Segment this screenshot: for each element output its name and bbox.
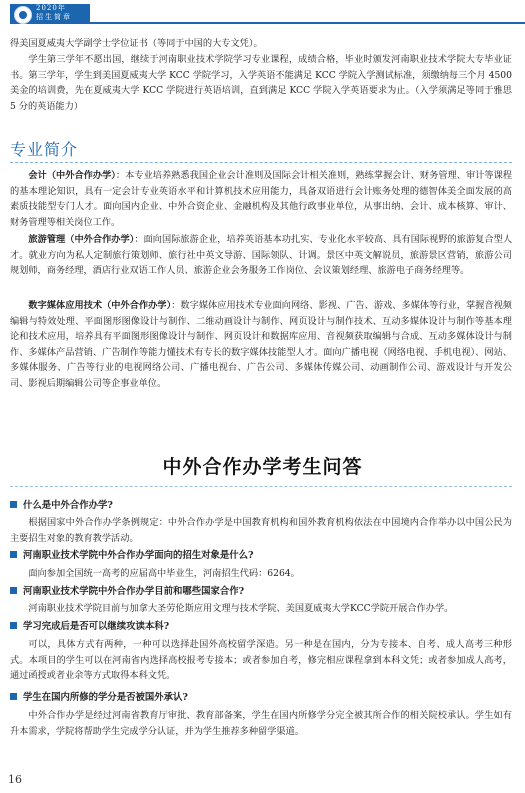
- school-logo-icon: [14, 6, 32, 24]
- question-2: 河南职业技术学院中外合作办学面向的招生对象是什么?: [10, 549, 512, 563]
- section-title-majors: 专业简介: [10, 140, 79, 159]
- answer-1: 根据国家中外合作办学条例规定：中外合作办学是中国教育机构和国外教育机构依法在中国境内合作举办以中国公民为主要招生对象的教育教学活动。: [10, 517, 512, 544]
- major-tourism: [10, 232, 512, 279]
- question-5: 学生在国内所修的学分是否被国外承认?: [10, 691, 512, 705]
- major-description: ：数字媒体应用技术专业面向网络、影视、广告、游戏、多媒体等行业，掌握音视频编辑与特效处理、平面图形图像设计与制作、二维动画设计与制作、网页设计与制作技术、互动多媒体设计与制作等基本理论和技术应用，培养具有平面图形图像设计与制作、网页设计和数据库应用、音视频获取编辑与合成、互动多媒体设计与制作、多媒体产品营销、广告制作等能力懂技术有专长的数字媒体技能型人才。面向广播电视（网络电视、手机电视）、网站、多媒体服务、广告等行业的电视网络公司、广播电视台、广告公司、多媒体传媒公司、动画制作公司、游戏设计与开发公司、影视后期编辑公司等企事业单位。: [10, 300, 512, 389]
- page-header: [0, 0, 525, 30]
- major-digital-media: [10, 298, 512, 392]
- question-4: 学习完成后是否可以继续攻读本科?: [10, 620, 512, 634]
- question-1: 什么是中外合作办学?: [10, 499, 512, 513]
- major-accounting: [10, 168, 512, 230]
- square-bullet-icon: [10, 551, 17, 558]
- header-year: 2020年: [36, 4, 66, 12]
- major-name: 旅游管理（中外合作办学）: [28, 234, 135, 245]
- intro-paragraph-2: 学生第三学年不愿出国，继续于河南职业技术学院学习专业课程，成绩合格，毕业时颁发河南职业技术学院大专毕业证书。第三学年，学生到美国夏威夷大学 KCC 学院学习，入学英语不能满足 KCC 学院入学测试标准，须缴纳每三个月 4500 美金的培训费，先在夏威夷大学 KCC 学院进行英语培训，直到满足 KCC 学院入学英语要求为止。（入学须满足等同于雅思 5 分的英语能力）: [10, 54, 512, 112]
- question-3: 河南职业技术学院中外合作办学目前和哪些国家合作?: [10, 585, 512, 599]
- page-number: 16: [8, 773, 22, 786]
- answer-4: 可以，具体方式有两种，一种可以选择赴国外高校留学深造。另一种是在国内，分为专接本、自考、成人高考三种形式。本项目的学生可以在河南省内选择高校报考专接本；或者参加自考，修完相应课程拿到本科文凭；或者参加成人高考，通过函授或者业余等方式取得本科文凭。: [10, 639, 512, 682]
- answer-5: 中外合作办学是经过河南省教育厅审批、教育部备案，学生在国内所修学分完全被其所合作的相关院校承认。学生如有升本需求，学院将帮助学生完成学分认证，并为学生推荐多种留学渠道。: [10, 710, 512, 737]
- square-bullet-icon: [10, 587, 17, 594]
- header-rule: [90, 22, 525, 24]
- section-divider: [10, 162, 512, 163]
- qa-divider: [10, 486, 512, 487]
- major-description: ：面向国际旅游企业，培养英语基本功扎实、专业化水平较高、具有国际视野的旅游复合型人才。就业方向为私人定制旅行策划师、旅行社中英文导游、国际领队、计调。景区中英文解说员，旅游景区营销，旅游公司规划师，商务经理，酒店行业双语工作人员、旅游企业会务服务工作岗位、会议策划经理、旅游电子商务经理等。: [10, 234, 513, 277]
- answer-2: 面向参加全国统一高考的应届高中毕业生，河南招生代码：6264。: [28, 568, 300, 579]
- square-bullet-icon: [10, 501, 17, 508]
- header-subtitle: 招生简章: [36, 13, 72, 21]
- square-bullet-icon: [10, 622, 17, 629]
- qa-title: 中外合作办学考生问答: [162, 456, 363, 478]
- square-bullet-icon: [10, 693, 17, 700]
- major-description: ：本专业培养熟悉我国企业会计准则及国际会计相关准则，熟练掌握会计、财务管理、审计等课程的基本理论知识，具有一定会计专业英语水平和计算机技术应用能力，具备双语进行会计账务处理的德智体美全面发展的高素质技能型专门人才。面向国内企业、中外合资企业、金融机构及其他行政事业单位，从事出纳、会计、成本核算、审计、财务管理等相关岗位工作。: [10, 170, 513, 228]
- major-name: 会计（中外合作办学）: [28, 170, 116, 181]
- answer-3: 河南职业技术学院目前与加拿大圣劳伦斯应用文理与技术学院、美国夏威夷大学KCC学院开展合作办学。: [28, 603, 454, 614]
- intro-paragraph-1: 得美国夏威夷大学副学士学位证书（等同于中国的大专文凭）。: [10, 38, 263, 49]
- major-name: 数字媒体应用技术（中外合作办学）: [28, 300, 172, 311]
